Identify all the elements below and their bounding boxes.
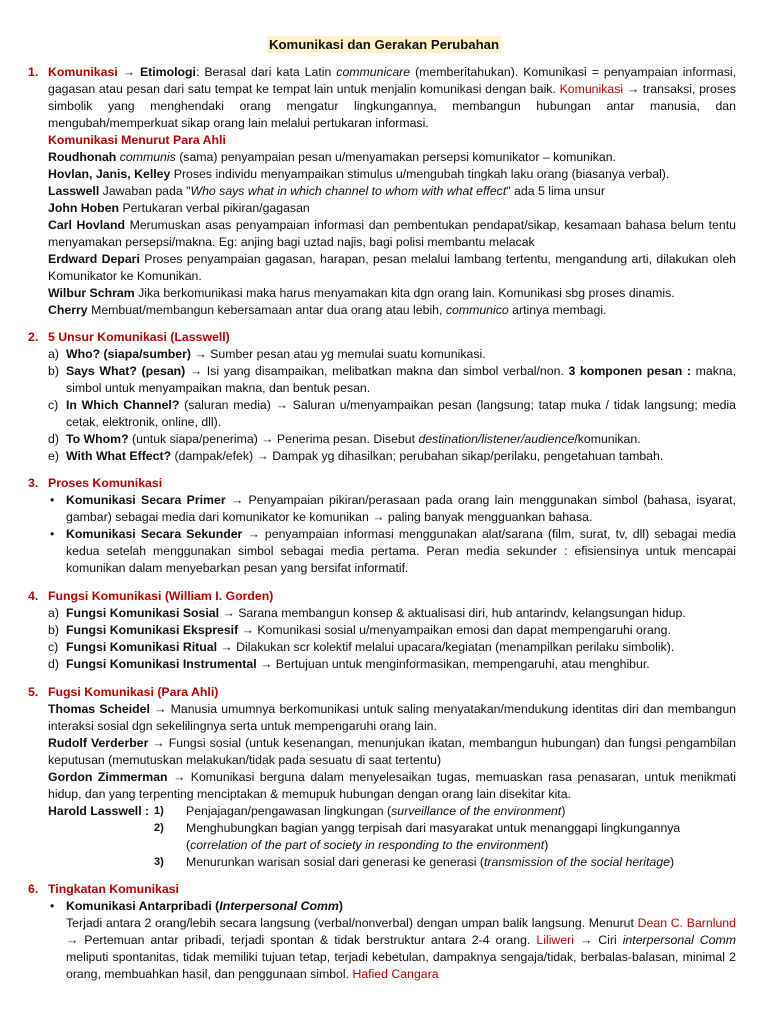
section-3-number: 3. — [28, 476, 39, 490]
ahli-scheidel: Thomas Scheidel → Manusia umumnya berkomunikasi untuk saling menyatakan/mendukung identitas diri dan membangun interaksi sosial dgn sekelilingnya serta untuk mempengaruhi orang lain. — [48, 702, 737, 733]
etymology-paragraph: Komunikasi → Etimologi: Berasal dari kata Latin communicare (memberitahukan). Komunikasi = penyampaian informasi, gagasan atau pesan dari satu tempat ke tempat lain untuk menjalin komunikasi dengan baik. Komunikasi → transaksi, proses simbolik yang menghendaki orang mengatur lingkungannya, membangun hubungan antar manusia, dan mengubah/memperkuat sikap orang lain melalui pertukaran informasi. — [48, 65, 736, 130]
section-1-number: 1. — [28, 65, 39, 79]
section-4-heading: Fungsi Komunikasi (William I. Gorden) — [48, 589, 274, 603]
ahli-verderber: Rudolf Verderber → Fungsi sosial (untuk kesenangan, menunjukan ikatan, membangun hubungan) dan fungsi pengambilan keputusan (memutuskan melakukan/tidak pada sesuatu di saat tertentu) — [48, 736, 736, 767]
proses-sekunder: • Komunikasi Secara Sekunder → penyampaian informasi menggunakan alat/sarana (film, surat, tv, dll) sebagai media kedua setelah menggunakan simbol sebagai media pertama. Peran media sekunder : efisiensinya untuk mencapai komunikan dalam menyebarkan pesan yang bersifat informatif. — [50, 527, 737, 575]
section-1 — [48, 64, 736, 319]
section-2 — [48, 329, 736, 465]
fungsi-sosial: a) Fungsi Komunikasi Sosial → Sarana membangun konsep & aktualisasi diri, hub antarindv, kelangsungan hidup. — [48, 606, 686, 620]
section-4-number: 4. — [28, 589, 39, 603]
section-6 — [48, 881, 736, 983]
section-3 — [48, 475, 736, 577]
def-depari: Erdward Depari Proses penyampaian gagasan, harapan, pesan melalui lambang tertentu, mengandung arti, dilakukan oleh Komunikator ke Komunikan. — [48, 252, 736, 283]
lasswell-item-2: 2) Menghubungkan bagian yangg terpisah dari masyarakat untuk menanggapi lingkungannya (correlation of the part of society in responding to the environment) — [154, 821, 681, 852]
section-5 — [48, 684, 736, 871]
proses-primer: • Komunikasi Secara Primer → Penyampaian pikiran/perasaan pada orang lain menggunakan simbol (bahasa, isyarat, gambar) sebagai media dari komunikator ke komunikan → paling banyak mengguankan bahasa. — [50, 493, 737, 524]
def-roudhonah: Roudhonah communis (sama) penyampaian pesan u/menyamakan persepsi komunikator – komunikan. — [48, 150, 616, 164]
def-cherry: Cherry Membuat/membangun kebersamaan antar dua orang atau lebih, communico artinya membagi. — [48, 303, 607, 317]
section-2-number: 2. — [28, 330, 39, 344]
def-hovlan: Hovlan, Janis, Kelley Proses individu menyampaikan stimulus u/mengubah tingkah laku orang (biasanya verbal). — [48, 167, 670, 181]
section-5-number: 5. — [28, 685, 39, 699]
def-hovland: Carl Hovland Merumuskan asas penyampaian informasi dan pembentukan pendapat/sikap, kesamaan bahasa belum tentu menyamakan persepsi/makna. Eg: anjing bagi uztad najis, bagi polisi membantu melacak — [48, 218, 736, 249]
unsur-a: a) Who? (siapa/sumber) → Sumber pesan atau yg memulai suatu komunikasi. — [48, 347, 486, 361]
section-3-heading: Proses Komunikasi — [48, 476, 163, 490]
antarpribadi-text: Terjadi antara 2 orang/lebih secara langsung (verbal/nonverbal) dengan umpan balik langsung. Menurut Dean C. Barnlund → Pertemuan antar pribadi, terjadi spontan & tidak berstruktur antara 2-4 orang. Liliweri → Ciri interpersonal Comm meliputi spontanitas, tidak memiliki tujuan tetap, terjadi kebetulan, dampaknya sengaja/tidak, berbalas-balasan, minimal 2 orang, membuahkan hasil, dan penggunaan simbol. Hafied Cangara — [66, 916, 736, 981]
unsur-d: d) To Whom? (untuk siapa/penerima) → Penerima pesan. Disebut destination/listener/audience/komunikan. — [48, 432, 641, 446]
unsur-c: c) In Which Channel? (saluran media) → Saluran u/menyampaikan pesan (langsung; tatap muka / tidak langsung; media cetak, elektronik, online, dll). — [48, 398, 736, 429]
section-6-heading: Tingkatan Komunikasi — [48, 882, 179, 896]
def-hoben: John Hoben Pertukaran verbal pikiran/gagasan — [48, 201, 310, 215]
section-4 — [48, 588, 736, 673]
lasswell-item-3: 3) Menurunkan warisan sosial dari generasi ke generasi (transmission of the social heritage) — [154, 855, 675, 869]
fungsi-instrumental: d) Fungsi Komunikasi Instrumental → Bertujuan untuk menginformasikan, mempengaruhi, atau menghibur. — [48, 657, 650, 671]
ahli-heading: Komunikasi Menurut Para Ahli — [48, 133, 226, 147]
def-lasswell: Lasswell Jawaban pada "Who says what in which channel to whom with what effect" ada 5 lima unsur — [48, 184, 605, 198]
section-5-heading: Fugsi Komunikasi (Para Ahli) — [48, 685, 219, 699]
def-schram: Wilbur Schram Jika berkomunikasi maka harus menyamakan kita dgn orang lain. Komunikasi sbg proses dinamis. — [48, 286, 675, 300]
document-title: Komunikasi dan Gerakan Perubahan — [268, 37, 500, 52]
ahli-zimmerman: Gordon Zimmerman → Komunikasi berguna dalam menyelesaikan tugas, memuaskan rasa penasaran, untuk menikmati hidup, dan yang terpenting menciptakan & memupuk hubungan dengan orang lain disekitar kita. — [48, 770, 736, 801]
fungsi-ritual: c) Fungsi Komunikasi Ritual → Dilakukan scr kolektif melalui upacara/kegiatan (menampilkan perilaku simbolik). — [48, 640, 675, 654]
ahli-lasswell — [48, 803, 736, 871]
section-2-heading: 5 Unsur Komunikasi (Lasswell) — [48, 330, 230, 344]
unsur-e: e) With What Effect? (dampak/efek) → Dampak yg dihasilkan; perubahan sikap/perilaku, pengetahuan tambah. — [48, 449, 664, 463]
unsur-b: b) Says What? (pesan) → Isi yang disampaikan, melibatkan makna dan simbol verbal/non. 3 komponen pesan : makna, simbol untuk menyampaikan makna, dan bentuk pesan. — [48, 364, 736, 395]
fungsi-ekspresif: b) Fungsi Komunikasi Ekspresif → Komunikasi sosial u/menyampaikan emosi dan dapat mempengaruhi orang. — [48, 623, 671, 637]
lasswell-item-1: Harold Lasswell : 1) Penjajagan/pengawasan lingkungan (surveillance of the environment) — [48, 804, 566, 818]
section-6-number: 6. — [28, 882, 39, 896]
antarpribadi-heading: • Komunikasi Antarpribadi (Interpersonal Comm) — [50, 899, 343, 913]
